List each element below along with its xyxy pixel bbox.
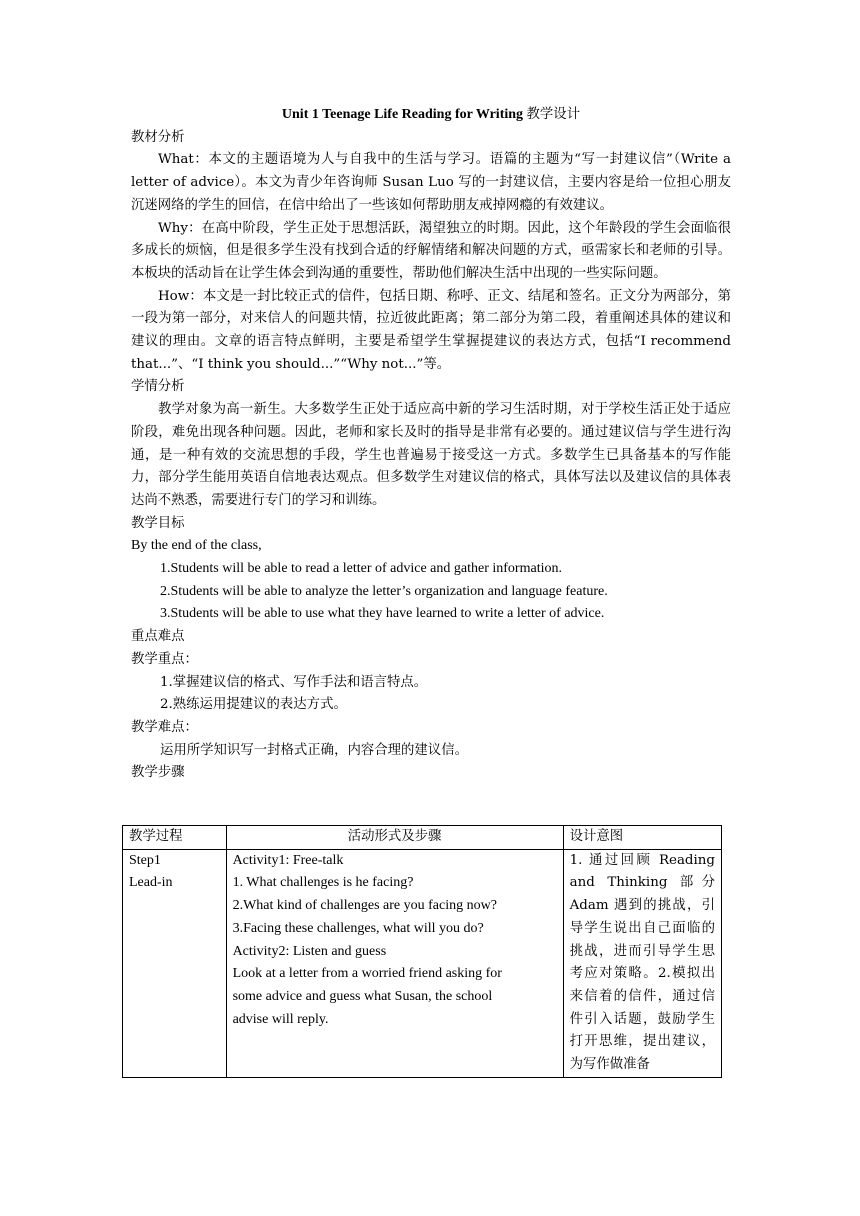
goals-intro: By the end of the class, — [131, 538, 262, 554]
activity-line: 2.What kind of challenges are you facing now? — [232, 898, 497, 914]
table-header-cell: 教学过程 — [123, 826, 227, 850]
key-points-label: 教学重点： — [131, 651, 198, 667]
section-heading-goals: 教学目标 — [131, 515, 185, 531]
goal-item: 1.Students will be able to read a letter of advice and gather information. — [160, 561, 562, 577]
section-heading-keys: 重点难点 — [131, 629, 185, 645]
activity-line: Look at a letter from a worried friend asking for — [232, 966, 502, 982]
title-english: Unit 1 Teenage Life Reading for Writing — [281, 107, 524, 122]
activity-line: Activity1: Free-talk — [232, 852, 344, 868]
table-header-cell: 活动形式及步骤 — [226, 826, 563, 850]
teaching-steps-table — [122, 825, 722, 1078]
paragraph-how: How：本文是一封比较正式的信件，包括日期、称呼、正文、结尾和签名。正文分为两部分，第一段为第一部分，对来信人的问题共情，拉近彼此距离；第二部分为第二段，着重阐述具体的建议和建议的理由。文章的语言特点鲜明，主要是希望学生掌握提建议的表达方式，包括“I recommend that...”、“I think you should...”“Why not...”等。 — [131, 288, 731, 372]
table-header-row — [123, 826, 722, 850]
paragraph-students: 教学对象为高一新生。大多数学生正处于适应高中新的学习生活时期，对于学校生活正处于适应阶段，难免出现各种问题。因此，老师和家长及时的指导是非常有必要的。通过建议信与学生进行沟通，是一种有效的交流思想的手段，学生也普遍易于接受这一方式。多数学生已具备基本的写作能力，部分学生能用英语自信地表达观点。但多数学生对建议信的格式，具体写法以及建议信的具体表达尚不熟悉，需要进行专门的学习和训练。 — [131, 402, 731, 508]
section-heading-textbook: 教材分析 — [131, 129, 185, 145]
difficult-point-item: 运用所学知识写一封格式正确，内容合理的建议信。 — [160, 742, 468, 758]
activity-line: 1. What challenges is he facing? — [232, 875, 414, 891]
difficult-points-label: 教学难点： — [131, 719, 198, 735]
title-chinese: 教学设计 — [526, 107, 581, 122]
paragraph-why: Why：在高中阶段，学生正处于思想活跃，渴望独立的时期。因此，这个年龄段的学生会面临很多成长的烦恼，但是很多学生没有找到合适的纾解情绪和解决问题的方式，亟需家长和老师的引导。本板块的活动旨在让学生体会到沟通的重要性，帮助他们解决生活中出现的一些实际问题。 — [131, 220, 731, 281]
design-intent-cell: 1. 通过回顾 Reading and Thinking 部分 Adam 遇到的挑战，引导学生说出自己面临的挑战，进而引导学生思考应对策略。2.模拟出来信着的信件，通过信件引入话题，鼓励学生打开思维，提出建议，为写作做准备 — [563, 849, 721, 1077]
goal-item: 2.Students will be able to analyze the letter’s organization and language feature. — [160, 583, 608, 599]
table-header-cell: 设计意图 — [563, 826, 721, 850]
table-row — [123, 849, 722, 1077]
section-heading-students: 学情分析 — [131, 379, 185, 395]
activity-line: some advice and guess what Susan, the school — [232, 988, 493, 1004]
step-cell — [123, 849, 227, 1077]
section-heading-steps: 教学步骤 — [131, 765, 185, 781]
document-body — [131, 104, 731, 785]
goal-item: 3.Students will be able to use what they have learned to write a letter of advice. — [160, 606, 605, 622]
step-number: Step1 — [129, 852, 161, 868]
key-point-item: 1.掌握建议信的格式、写作手法和语言特点。 — [160, 674, 428, 690]
activity-line: advise will reply. — [232, 1011, 329, 1027]
step-name: Lead-in — [129, 875, 173, 891]
activity-line: Activity2: Listen and guess — [232, 943, 387, 959]
activities-cell — [226, 849, 563, 1077]
key-point-item: 2.熟练运用提建议的表达方式。 — [160, 697, 347, 713]
activity-line: 3.Facing these challenges, what will you do? — [232, 920, 484, 936]
paragraph-what: What：本文的主题语境为人与自我中的生活与学习。语篇的主题为“写一封建议信”（Write a letter of advice）。本文为青少年咨询师 Susan Luo 写的一封建议信，主要内容是给一位担心朋友沉迷网络的学生的回信，在信中给出了一些该如何帮助朋友戒掉网瘾的有效建议。 — [131, 152, 731, 213]
document-title — [131, 104, 731, 127]
